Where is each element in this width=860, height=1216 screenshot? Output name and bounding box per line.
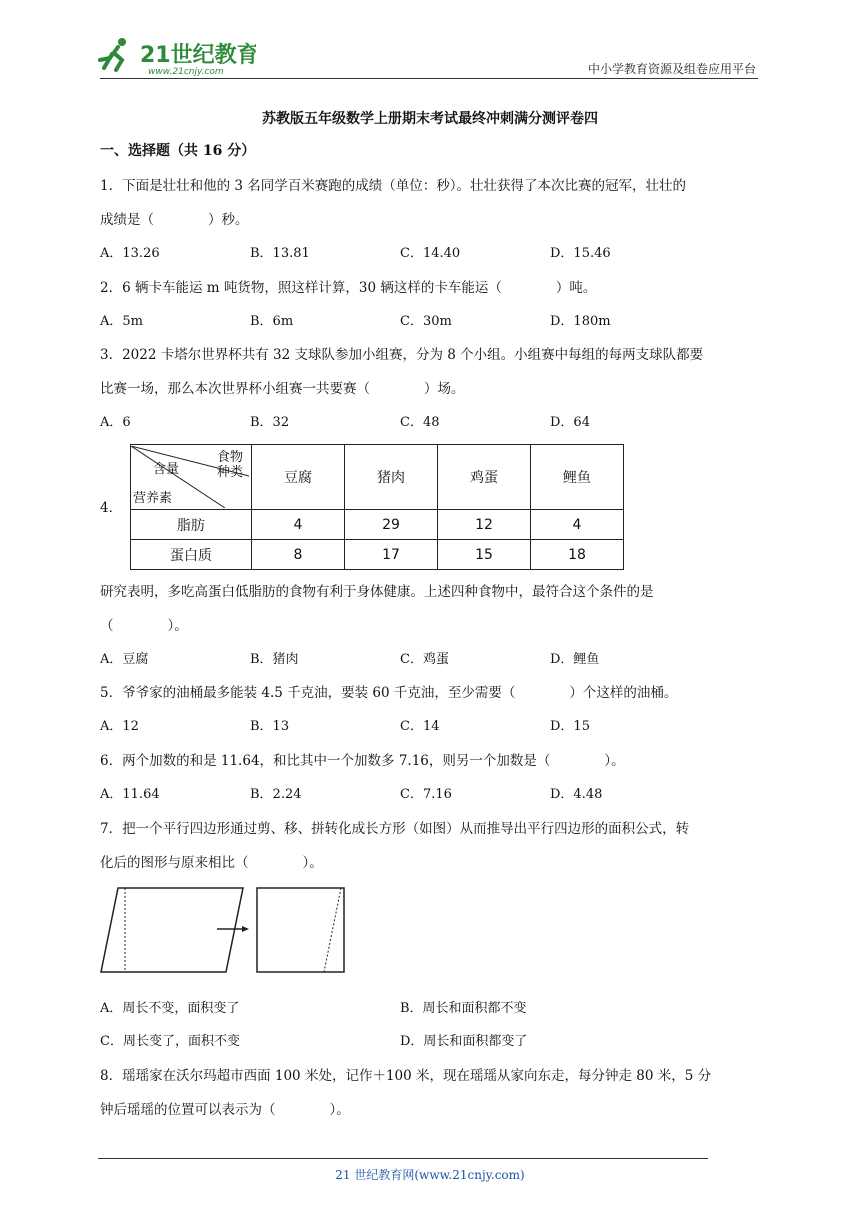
header-divider bbox=[100, 78, 758, 79]
corner-label-nutrient: 营养素 bbox=[133, 491, 173, 506]
footer-divider bbox=[98, 1158, 708, 1159]
q4-option-c[interactable]: C．鸡蛋 bbox=[400, 652, 449, 667]
q4-number: 4． bbox=[100, 500, 123, 516]
q1-text-line2: 成绩是（ ）秒。 bbox=[100, 212, 249, 228]
q3-text-line1: 3．2022 卡塔尔世界杯共有 32 支球队参加小组赛，分为 8 个小组。小组赛中每组的每两支球队都要 bbox=[100, 347, 704, 363]
q5-option-d[interactable]: D．15 bbox=[550, 719, 590, 734]
q4-option-d[interactable]: D．鲤鱼 bbox=[550, 652, 600, 667]
runner-icon bbox=[100, 38, 126, 70]
table-cell: 8 bbox=[252, 540, 345, 570]
q8-text-line1: 8．瑶瑶家在沃尔玛超市西面 100 米处，记作＋100 米，现在瑶瑶从家向东走，每分钟走 80 米，5 分 bbox=[100, 1068, 712, 1084]
q1-option-b[interactable]: B．13.81 bbox=[250, 246, 310, 261]
parallelogram-shape bbox=[101, 888, 243, 972]
corner-label-kind: 种类 bbox=[216, 465, 243, 480]
q2-text-line1: 2．6 辆卡车能运 m 吨货物，照这样计算，30 辆这样的卡车能运（ ）吨。 bbox=[100, 280, 597, 296]
section-heading: 一、选择题（共 16 分） bbox=[100, 143, 256, 159]
table-header-tofu: 豆腐 bbox=[252, 445, 345, 510]
parallelogram-transform-figure bbox=[100, 886, 350, 980]
table-cell: 4 bbox=[531, 510, 624, 540]
q4-text-line2: （ ）。 bbox=[100, 618, 188, 634]
q3-option-d[interactable]: D．64 bbox=[550, 415, 590, 430]
q7-text-line1: 7．把一个平行四边形通过剪、移、拼转化成长方形（如图）从而推导出平行四边形的面积公式，转 bbox=[100, 821, 690, 837]
q6-option-b[interactable]: B．2.24 bbox=[250, 787, 302, 802]
header-platform-text: 中小学教育资源及组卷应用平台 bbox=[587, 62, 756, 76]
site-logo bbox=[96, 34, 256, 78]
q3-option-b[interactable]: B．32 bbox=[250, 415, 290, 430]
nutrition-table bbox=[130, 444, 624, 570]
table-row bbox=[131, 510, 624, 540]
moved-cut-line bbox=[324, 888, 341, 972]
footer-site-link[interactable]: 21 世纪教育网(www.21cnjy.com) bbox=[335, 1168, 525, 1182]
q7-text-line2: 化后的图形与原来相比（ ）。 bbox=[100, 855, 323, 871]
q3-option-a[interactable]: A．6 bbox=[100, 415, 131, 430]
q6-option-d[interactable]: D．4.48 bbox=[550, 787, 603, 802]
q6-option-c[interactable]: C．7.16 bbox=[400, 787, 452, 802]
svg-text:21世纪教育: 21世纪教育 bbox=[140, 43, 256, 68]
q2-option-a[interactable]: A．5m bbox=[100, 314, 143, 329]
svg-text:www.21cnjy.com: www.21cnjy.com bbox=[148, 67, 224, 77]
table-cell: 15 bbox=[438, 540, 531, 570]
table-header-egg: 鸡蛋 bbox=[438, 445, 531, 510]
q8-text-line2: 钟后瑶瑶的位置可以表示为（ ）。 bbox=[100, 1102, 350, 1118]
q6-option-a[interactable]: A．11.64 bbox=[100, 787, 160, 802]
rectangle-shape bbox=[257, 888, 344, 972]
table-header-pork: 猪肉 bbox=[345, 445, 438, 510]
q6-text-line1: 6．两个加数的和是 11.64，和比其中一个加数多 7.16，则另一个加数是（ ）。 bbox=[100, 753, 625, 769]
table-cell: 29 bbox=[345, 510, 438, 540]
corner-label-food: 食物 bbox=[216, 450, 243, 465]
q5-option-c[interactable]: C．14 bbox=[400, 719, 440, 734]
q1-option-d[interactable]: D．15.46 bbox=[550, 246, 611, 261]
q1-option-a[interactable]: A．13.26 bbox=[100, 246, 160, 261]
q5-option-a[interactable]: A．12 bbox=[100, 719, 139, 734]
q5-option-b[interactable]: B．13 bbox=[250, 719, 290, 734]
table-cell: 12 bbox=[438, 510, 531, 540]
q5-text-line1: 5．爷爷家的油桶最多能装 4.5 千克油，要装 60 千克油，至少需要（ ）个这样的油桶。 bbox=[100, 685, 678, 701]
q2-option-b[interactable]: B．6m bbox=[250, 314, 294, 329]
q1-text-line1: 1．下面是壮壮和他的 3 名同学百米赛跑的成绩（单位：秒）。壮壮获得了本次比赛的冠军，壮壮的 bbox=[100, 178, 687, 194]
table-row bbox=[131, 540, 624, 570]
row-label-fat: 脂肪 bbox=[131, 510, 252, 540]
table-corner-header bbox=[131, 445, 252, 510]
q4-text-line1: 研究表明，多吃高蛋白低脂肪的食物有利于身体健康。上述四种食物中，最符合这个条件的是 bbox=[100, 584, 654, 600]
q2-option-d[interactable]: D．180m bbox=[550, 314, 611, 329]
row-label-protein: 蛋白质 bbox=[131, 540, 252, 570]
q7-option-b[interactable]: B．周长和面积都不变 bbox=[400, 1001, 527, 1016]
table-cell: 18 bbox=[531, 540, 624, 570]
table-cell: 4 bbox=[252, 510, 345, 540]
exam-title: 苏教版五年级数学上册期末考试最终冲刺满分测评卷四 bbox=[262, 111, 598, 127]
table-cell: 17 bbox=[345, 540, 438, 570]
q4-option-b[interactable]: B．猪肉 bbox=[250, 652, 299, 667]
q7-option-d[interactable]: D．周长和面积都变了 bbox=[400, 1034, 528, 1049]
q3-text-line2: 比赛一场，那么本次世界杯小组赛一共要赛（ ）场。 bbox=[100, 381, 465, 397]
corner-label-amount: 含量 bbox=[153, 462, 180, 477]
q4-option-a[interactable]: A．豆腐 bbox=[100, 652, 149, 667]
q3-option-c[interactable]: C．48 bbox=[400, 415, 440, 430]
q2-option-c[interactable]: C．30m bbox=[400, 314, 452, 329]
q7-option-a[interactable]: A．周长不变，面积变了 bbox=[100, 1001, 240, 1016]
q7-option-c[interactable]: C．周长变了，面积不变 bbox=[100, 1034, 240, 1049]
q1-option-c[interactable]: C．14.40 bbox=[400, 246, 461, 261]
table-header-carp: 鲤鱼 bbox=[531, 445, 624, 510]
